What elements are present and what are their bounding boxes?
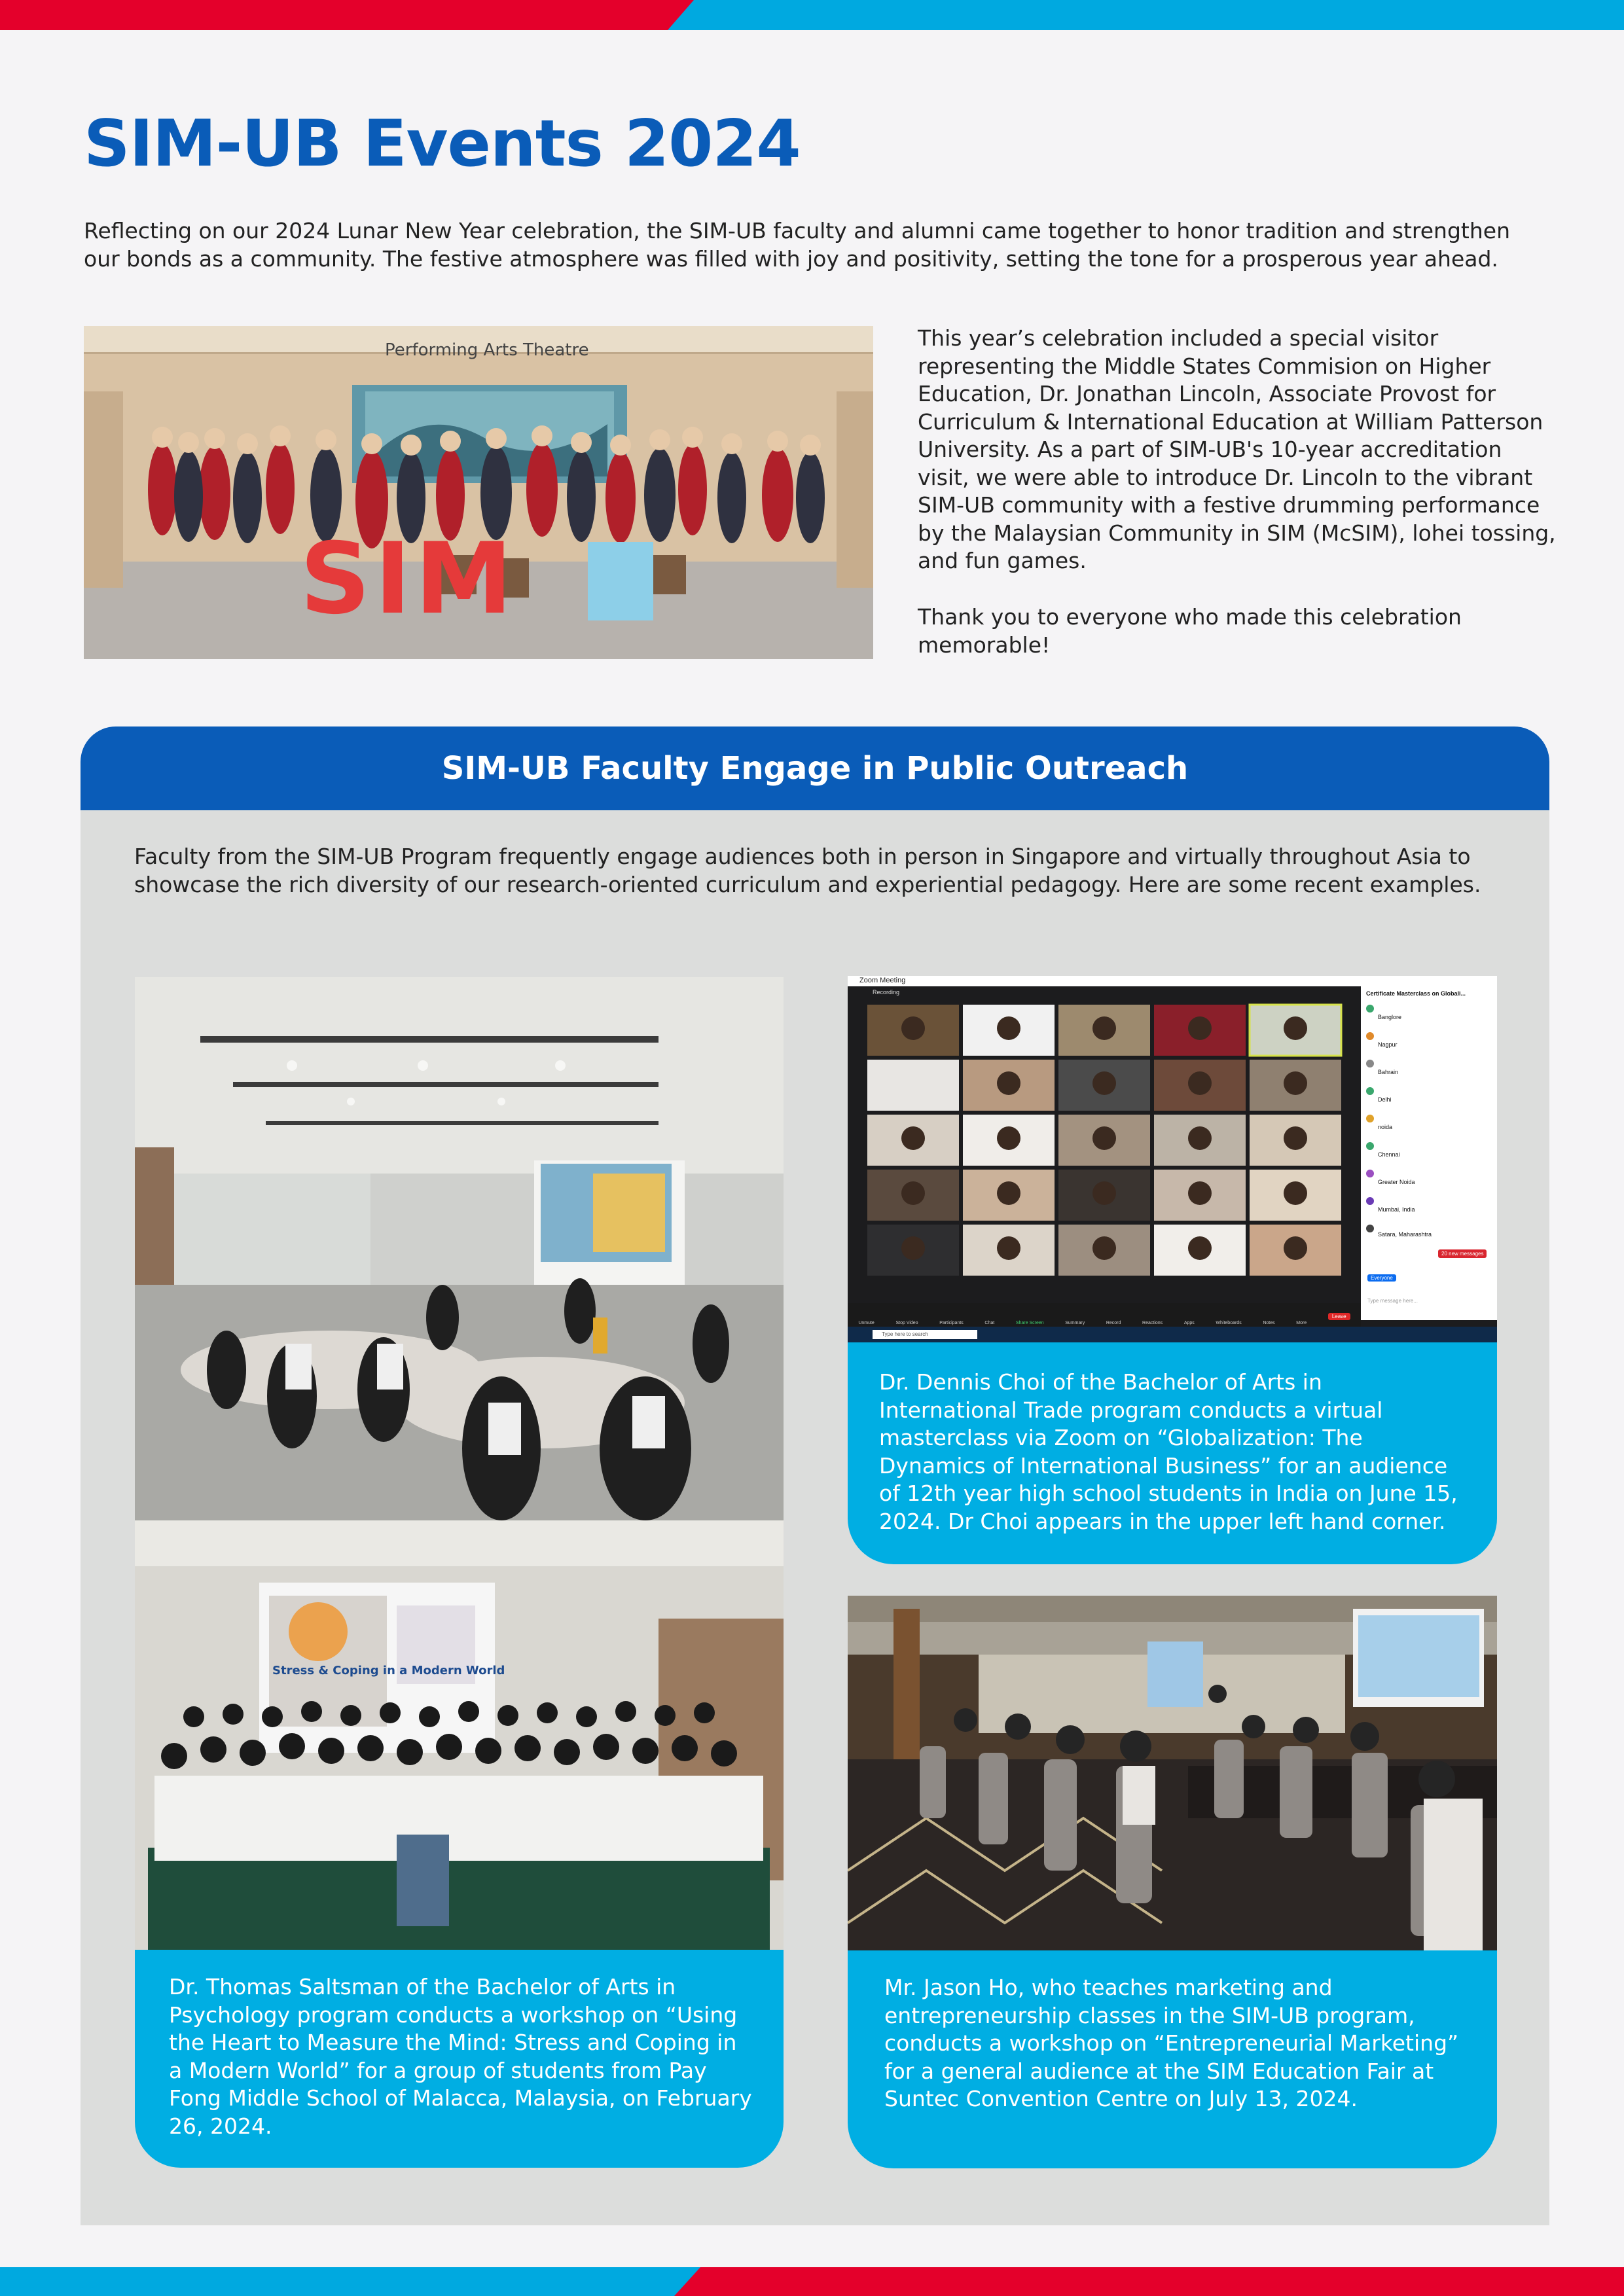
zoom-masterclass-screenshot [848,976,1497,1342]
toolbar-chat[interactable]: Chat [984,1321,995,1325]
students-group-photo [135,1520,784,1950]
windows-taskbar [848,1327,1497,1342]
outreach-intro: Faculty from the SIM-UB Program frequently engage audiences both in person in Singapore and virtually throughout Asia to showcase the rich diversity of our research-oriented curriculum and experiential pedagogy. Here are some recent examples. [134,844,1481,897]
taskbar-search[interactable]: Type here to search [873,1330,977,1339]
bottom-bar-red [674,2267,1624,2296]
zoom-titlebar [848,976,1497,986]
zoom-chat-panel [1361,986,1497,1320]
classroom-photo [135,977,784,1520]
toolbar-unmute[interactable]: Unmute [858,1321,875,1325]
page-title: SIM-UB Events 2024 [84,107,801,181]
intro-paragraph: Reflecting on our 2024 Lunar New Year celebration, the SIM-UB faculty and alumni came together to honor tradition and strengthen our bonds as a community. The festive atmosphere was filled with joy and positivity, setting the tone for a prosperous year ahead. [84,218,1510,272]
zoom-window-title: Zoom Meeting [859,977,906,984]
video-grid [854,1002,1352,1283]
recording-indicator: Recording [873,989,900,996]
ho-caption: Mr. Jason Ho, who teaches marketing and entrepreneurship classes in the SIM-UB program, conducts a workshop on “Entrepreneurial Marketing” for a general audience at the SIM Education Fair at Suntec Convention Centre on July 13, 2024. [848,1950,1497,2168]
toolbar-notes[interactable]: Notes [1263,1321,1275,1325]
lunar-new-year-group-photo [84,326,873,659]
toolbar-participants[interactable]: Participants [939,1321,964,1325]
chat-title: Certificate Masterclass on Globali... [1366,990,1466,997]
saltsman-caption: Dr. Thomas Saltsman of the Bachelor of Arts in Psychology program conducts a workshop on “Using the Heart to Measure the Mind: Stress and Coping in a Modern World” for a group of students from Pay Fong Middle School of Malacca, Malaysia, on February 26, 2024. [135,1950,784,2168]
new-messages-badge[interactable]: 20 new messages [1438,1249,1487,1258]
visit-paragraph: This year’s celebration included a special visitor representing the Middle States Commision on Higher Education, Dr. Jonathan Lincoln, Associate Provost for Curriculum & International Education at William Patterson University. As a part of SIM-UB's 10-year accreditation visit, we were able to introduce Dr. Lincoln to the vibrant SIM-UB community with a festive drumming performance by the Malaysian Community in SIM (McSIM), lohei tossing, and fun games. [918,325,1556,573]
outreach-heading: SIM-UB Faculty Engage in Public Outreach [81,726,1549,810]
choi-caption: Dr. Dennis Choi of the Bachelor of Arts in International Trade program conducts a virtual masterclass via Zoom on “Globalization: The Dynamics of International Business” for an audience of 12th year high school students in India on June 15, 2024. Dr Choi appears in the upper left hand corner. [848,1342,1497,1564]
chat-message: Chennai [1366,1139,1490,1167]
toolbar-stop-video[interactable]: Stop Video [895,1321,918,1325]
toolbar-summary[interactable]: Summary [1065,1321,1085,1325]
chat-message: Satara, Maharashtra [1366,1222,1490,1242]
ub-letters-shape [588,542,653,620]
toolbar-apps[interactable]: Apps [1183,1321,1195,1325]
chat-message: Nagpur [1366,1030,1490,1057]
chat-recipient[interactable]: Everyone [1367,1274,1396,1282]
chat-message: Greater Noida [1366,1167,1490,1194]
toolbar-share-screen[interactable]: Share Screen [1015,1321,1044,1325]
chat-message: Mumbai, India [1366,1194,1490,1222]
chat-message: Bahrain [1366,1057,1490,1085]
chat-input[interactable]: Type message here... [1367,1298,1418,1304]
performing-arts-sign: Performing Arts Theatre [385,340,589,360]
top-bar-blue [668,0,1624,30]
education-fair-photo [848,1596,1497,1950]
sim-letters: SIM [300,522,517,636]
toolbar-whiteboards[interactable]: Whiteboards [1216,1321,1242,1325]
zoom-toolbar [848,1303,1361,1327]
chat-message: Delhi [1366,1085,1490,1112]
thanks-paragraph: Thank you to everyone who made this celebration memorable! [918,604,1462,658]
top-bar-red [0,0,694,30]
slide-title: Stress & Coping in a Modern World [272,1664,505,1677]
toolbar-record[interactable]: Record [1106,1321,1121,1325]
toolbar-reactions[interactable]: Reactions [1142,1321,1163,1325]
chat-message: Banglore [1366,1002,1490,1030]
chat-messages [1366,1002,1490,1242]
bottom-bar-blue [0,2267,700,2296]
chat-message: noida [1366,1112,1490,1139]
leave-button[interactable]: Leave [1328,1313,1350,1320]
toolbar-more[interactable]: More [1296,1321,1307,1325]
